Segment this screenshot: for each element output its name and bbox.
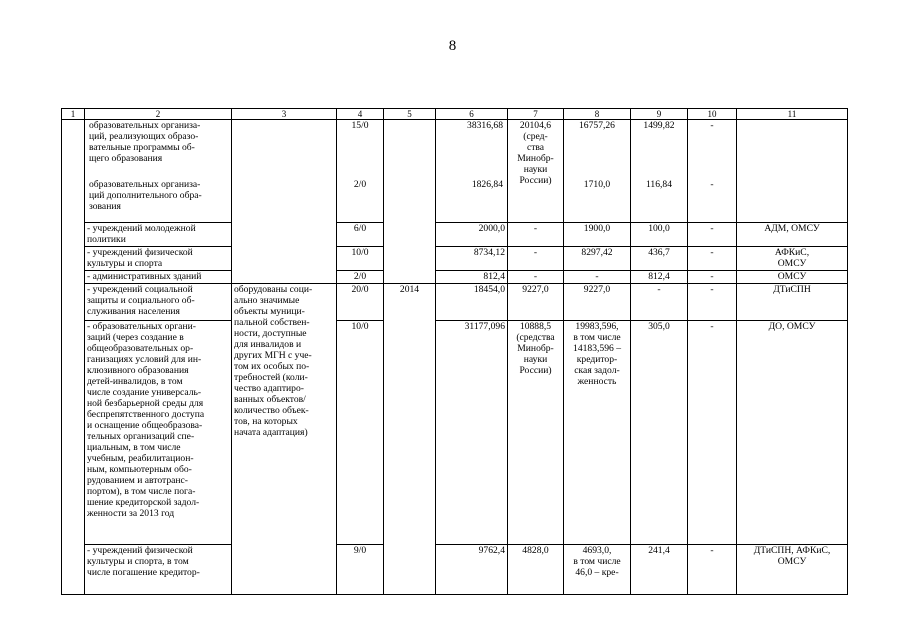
regional-value: 19983,596, в том числе 14183,596 – кредитор- ская задол- женность bbox=[564, 321, 631, 545]
federal-value: 10888,5 (средства Минобр- науки России) bbox=[508, 321, 564, 545]
column-number-cell: 4 bbox=[337, 109, 384, 120]
local-value: 812,4 bbox=[631, 271, 688, 284]
federal-cell: 20104,6 (сред- ства Минобр- науки России) bbox=[508, 120, 564, 223]
row-name: образовательных организа- ций, реализующих образо- вательные программы об- щего образования bbox=[89, 120, 201, 164]
count-value: 9/0 bbox=[337, 545, 384, 595]
empty-cell bbox=[232, 120, 337, 284]
table-row bbox=[62, 120, 848, 223]
count-value: 6/0 bbox=[337, 223, 384, 247]
total-value: 2000,0 bbox=[436, 223, 508, 247]
row-name: образовательных организа- ций дополнительного обра- зования bbox=[89, 179, 202, 212]
total-value: 31177,096 bbox=[436, 321, 508, 545]
empty-cell bbox=[384, 120, 436, 284]
federal-value: 9227,0 bbox=[508, 284, 564, 321]
indicator-cell: оборудованы соци- ально значимые объекты муници- пальной собствен- ности, доступные для инвалидов и других МГН с уче- том их особых по- требностей (коли- чество адаптиро- ванных объектов/ количество объек- тов, на которых начата адаптация) bbox=[232, 284, 337, 595]
regional-value: - bbox=[564, 271, 631, 284]
column-number-row bbox=[62, 109, 848, 120]
other-value: - bbox=[688, 284, 737, 321]
total-value: 38316,68 bbox=[467, 120, 503, 131]
table-row bbox=[62, 223, 848, 247]
column-number-cell: 8 bbox=[564, 109, 631, 120]
responsible-value: ДО, ОМСУ bbox=[737, 321, 848, 545]
column-number-cell: 5 bbox=[384, 109, 436, 120]
federal-value: - bbox=[508, 271, 564, 284]
other-value: - bbox=[688, 545, 737, 595]
other-value: - bbox=[688, 321, 737, 545]
count-cell bbox=[337, 120, 384, 223]
regional-value: 1900,0 bbox=[564, 223, 631, 247]
regional-value: 4693,0, в том числе 46,0 – кре- bbox=[564, 545, 631, 595]
responsible-value: ДТиСПН bbox=[737, 284, 848, 321]
table-row bbox=[62, 545, 848, 595]
local-value: 100,0 bbox=[631, 223, 688, 247]
count-value: 10/0 bbox=[337, 247, 384, 271]
local-value: 305,0 bbox=[631, 321, 688, 545]
table-row bbox=[62, 247, 848, 271]
other-value: - bbox=[688, 247, 737, 271]
column-number-cell: 10 bbox=[688, 109, 737, 120]
responsible-value: ОМСУ bbox=[737, 271, 848, 284]
federal-value: 4828,0 bbox=[508, 545, 564, 595]
regional-value: 16757,26 bbox=[579, 120, 615, 131]
federal-value: - bbox=[508, 223, 564, 247]
responsible-value: ДТиСПН, АФКиС, ОМСУ bbox=[737, 545, 848, 595]
other-cell bbox=[688, 120, 737, 223]
row-name: - учреждений молодежной политики bbox=[85, 223, 232, 247]
empty-cell bbox=[62, 120, 85, 595]
column-number-cell: 11 bbox=[737, 109, 848, 120]
count-value: 15/0 bbox=[351, 120, 369, 131]
row-name: - образовательных органи- заций (через создание в общеобразовательных ор- ганизациях условий для ин- клюзивного образования детей-инвалидов, в том числе создание универсаль- ной безбарьерной среды для беспрепятственного доступа и оснащение общеобразова- тельных организаций спе- циальным, в том числе учебным, реабилитацион- ным, компьютерным обо- рудованием и автотранс- портом), в том числе пога- шение кредиторской задол- женности за 2013 год bbox=[85, 321, 232, 545]
column-number-cell: 3 bbox=[232, 109, 337, 120]
count-value: 20/0 bbox=[337, 284, 384, 321]
other-value: - bbox=[710, 120, 714, 131]
column-number-cell: 7 bbox=[508, 109, 564, 120]
row-name: - учреждений социальной защиты и социального об- служивания населения bbox=[85, 284, 232, 321]
table-row bbox=[62, 271, 848, 284]
count-value: 2/0 bbox=[337, 271, 384, 284]
other-value: - bbox=[688, 223, 737, 247]
regional-value: 8297,42 bbox=[564, 247, 631, 271]
local-value: 1499,82 bbox=[643, 120, 675, 131]
count-value: 10/0 bbox=[337, 321, 384, 545]
row-name: - учреждений физической культуры и спорта, в том числе погашение кредитор- bbox=[85, 545, 232, 595]
year-cell: 2014 bbox=[384, 284, 436, 595]
budget-table bbox=[61, 108, 848, 595]
count-value: 2/0 bbox=[353, 179, 367, 190]
regional-value: 1710,0 bbox=[583, 179, 611, 190]
row-name: - административных зданий bbox=[85, 271, 232, 284]
total-value: 812,4 bbox=[436, 271, 508, 284]
column-number-cell: 1 bbox=[62, 109, 85, 120]
column-number-cell: 6 bbox=[436, 109, 508, 120]
other-value: - bbox=[710, 179, 714, 190]
total-value: 8734,12 bbox=[436, 247, 508, 271]
responsible-value: АФКиС, ОМСУ bbox=[737, 247, 848, 271]
total-value: 9762,4 bbox=[436, 545, 508, 595]
responsible-value: АДМ, ОМСУ bbox=[737, 223, 848, 247]
federal-value: - bbox=[508, 247, 564, 271]
table-row bbox=[62, 284, 848, 321]
row-name-cell bbox=[85, 120, 232, 223]
local-value: 116,84 bbox=[645, 179, 673, 190]
regional-value: 9227,0 bbox=[564, 284, 631, 321]
total-cell bbox=[436, 120, 508, 223]
row-name: - учреждений физической культуры и спорта bbox=[85, 247, 232, 271]
total-value: 1826,84 bbox=[471, 179, 503, 190]
page-number: 8 bbox=[448, 38, 457, 54]
column-number-cell: 9 bbox=[631, 109, 688, 120]
local-value: 436,7 bbox=[631, 247, 688, 271]
responsible-cell bbox=[737, 120, 848, 223]
column-number-cell: 2 bbox=[85, 109, 232, 120]
local-value: - bbox=[631, 284, 688, 321]
table-row bbox=[62, 321, 848, 545]
total-value: 18454,0 bbox=[436, 284, 508, 321]
local-cell bbox=[631, 120, 688, 223]
regional-cell bbox=[564, 120, 631, 223]
other-value: - bbox=[688, 271, 737, 284]
local-value: 241,4 bbox=[631, 545, 688, 595]
